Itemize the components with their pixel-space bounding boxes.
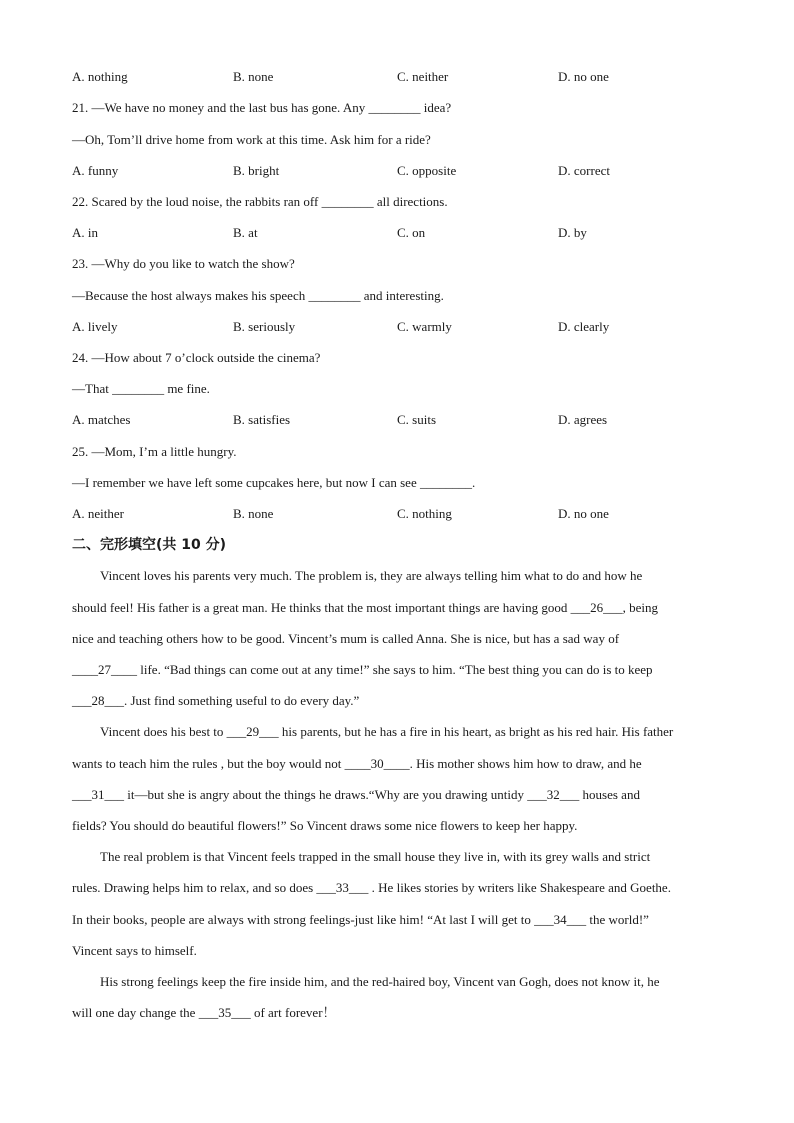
passage-p4-line: will one day change the ___35___ of art forever！: [72, 1005, 336, 1020]
passage-p1-line: should feel! His father is a great man. He thinks that the most important things are having good ___26___, being: [72, 600, 658, 615]
q24-option-b: B. satisfies: [233, 412, 291, 427]
q23-stem: 23. —Why do you like to watch the show?: [72, 256, 295, 271]
passage-p1-line: ____27____ life. “Bad things can come out at any time!” she says to him. “The best thing you can do is to keep: [72, 662, 653, 677]
q21-response: —Oh, Tom’ll drive home from work at this time. Ask him for a ride?: [72, 132, 431, 147]
q21-option-b: B. bright: [233, 163, 280, 178]
q22-option-c: C. on: [397, 225, 426, 240]
passage-p3-line: In their books, people are always with strong feelings-just like him! “At last I will get to ___34___ the world!”: [72, 912, 649, 927]
q23-response: —Because the host always makes his speech ________ and interesting.: [72, 288, 444, 303]
q24-option-c: C. suits: [397, 412, 437, 427]
passage-p4-line: His strong feelings keep the fire inside him, and the red-haired boy, Vincent van Gogh, does not know it, he: [100, 974, 660, 989]
q25-stem: 25. —Mom, I’m a little hungry.: [72, 444, 237, 459]
passage-p3-line: rules. Drawing helps him to relax, and so does ___33___ . He likes stories by writers like Shakespeare and Goethe.: [72, 880, 671, 895]
passage-p3-line: The real problem is that Vincent feels trapped in the small house they live in, with its grey walls and strict: [100, 849, 651, 864]
passage-p2-line: Vincent does his best to ___29___ his parents, but he has a fire in his heart, as bright as his red hair. His father: [100, 724, 674, 739]
q23-option-b: B. seriously: [233, 319, 296, 334]
q21-stem: 21. —We have no money and the last bus has gone. Any ________ idea?: [72, 100, 452, 115]
q24-response: —That ________ me fine.: [72, 381, 210, 396]
q20-option-b: B. none: [233, 69, 274, 84]
q24-stem: 24. —How about 7 o’clock outside the cinema?: [72, 350, 321, 365]
q21-option-c: C. opposite: [397, 163, 457, 178]
q25-response: —I remember we have left some cupcakes here, but now I can see ________.: [72, 475, 476, 490]
q21-option-d: D. correct: [558, 163, 610, 178]
passage-p2-line: ___31___ it—but she is angry about the things he draws.“Why are you drawing untidy ___32___ houses and: [72, 787, 640, 802]
q24-option-a: A. matches: [72, 412, 131, 427]
q22-option-b: B. at: [233, 225, 258, 240]
q20-option-d: D. no one: [558, 69, 609, 84]
q22-option-d: D. by: [558, 225, 587, 240]
q23-option-d: D. clearly: [558, 319, 610, 334]
q25-option-a: A. neither: [72, 506, 124, 521]
q25-option-d: D. no one: [558, 506, 609, 521]
q20-option-c: C. neither: [397, 69, 449, 84]
passage-p1-line: Vincent loves his parents very much. The problem is, they are always telling him what to do and how he: [100, 568, 643, 583]
q21-option-a: A. funny: [72, 163, 119, 178]
passage-p2-line: wants to teach him the rules , but the boy would not ____30____. His mother shows him how to draw, and he: [72, 756, 642, 771]
section-heading-cloze: 二、完形填空(共 10 分): [72, 537, 227, 553]
passage-p3-line: Vincent says to himself.: [72, 943, 197, 958]
q23-option-c: C. warmly: [397, 319, 452, 334]
q25-option-c: C. nothing: [397, 506, 452, 521]
q22-stem: 22. Scared by the loud noise, the rabbits ran off ________ all directions.: [72, 194, 448, 209]
q24-option-d: D. agrees: [558, 412, 608, 427]
q23-option-a: A. lively: [72, 319, 118, 334]
q20-option-a: A. nothing: [72, 69, 128, 84]
q25-option-b: B. none: [233, 506, 274, 521]
q22-option-a: A. in: [72, 225, 98, 240]
passage-p1-line: nice and teaching others how to be good. Vincent’s mum is called Anna. She is nice, but has a sad way of: [72, 631, 620, 646]
passage-p1-line: ___28___. Just find something useful to do every day.”: [72, 693, 360, 708]
passage-p2-line: fields? You should do beautiful flowers!” So Vincent draws some nice flowers to keep her happy.: [72, 818, 578, 833]
